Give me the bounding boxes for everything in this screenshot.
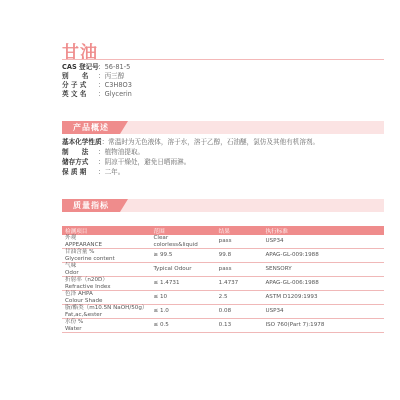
cell-item	[62, 263, 151, 277]
cell-item	[62, 291, 151, 305]
cell-standard: USP34	[262, 235, 384, 249]
overview-key: 基本化学性质	[62, 138, 102, 146]
cell-range: ≥ 99.5	[151, 249, 216, 263]
overview-properties	[62, 138, 319, 147]
cell-standard: ASTM D1209:1993	[262, 291, 384, 305]
info-sep: ：	[98, 72, 105, 80]
info-sep: ：	[98, 63, 105, 71]
cell-result: 2.5	[216, 291, 263, 305]
cell-range: ≤ 10	[151, 291, 216, 305]
cell-result: 1.4737	[216, 277, 263, 291]
overview-key: 保 质 期	[62, 168, 87, 176]
header-standard: 执行标准	[262, 226, 384, 235]
cell-item	[62, 235, 151, 249]
table-row	[62, 291, 384, 305]
cell-range: ≤ 1.4731	[151, 277, 216, 291]
section-header-quality	[62, 199, 384, 212]
overview-key: 储存方式	[62, 158, 89, 166]
section-label: 质量指标	[62, 199, 120, 212]
table-row	[62, 305, 384, 319]
info-value: 56-81-5	[104, 63, 131, 71]
overview-shelf-life	[62, 168, 124, 177]
cell-range: ≤ 0.5	[151, 319, 216, 333]
cell-result: 0.08	[216, 305, 263, 319]
section-notch	[120, 199, 128, 212]
item-cn: 脂/酯类（m10.5N NaOH/50g）	[65, 305, 148, 312]
overview-sep: ：	[98, 148, 105, 156]
item-cn: 外观	[65, 235, 77, 242]
overview-method	[62, 148, 144, 157]
table-row	[62, 249, 384, 263]
header-result: 结果	[216, 226, 263, 235]
info-english-name	[62, 90, 132, 99]
info-key: CAS 登记号	[62, 63, 99, 71]
page-title: 甘油	[62, 43, 98, 63]
cell-standard: APAG-GL-009:1988	[262, 249, 384, 263]
cell-standard: SENSORY	[262, 263, 384, 277]
cell-item	[62, 277, 151, 291]
cell-item	[62, 249, 151, 263]
table-row	[62, 319, 384, 333]
overview-value: 植物油提取。	[104, 148, 145, 156]
info-value: Glycerin	[104, 90, 132, 98]
item-en: Glycerine content	[65, 255, 115, 262]
overview-key: 制 法	[62, 148, 89, 156]
cell-result: pass	[216, 235, 263, 249]
info-key: 别 名	[62, 72, 89, 80]
table-row	[62, 277, 384, 291]
cell-range: ≤ 1.0	[151, 305, 216, 319]
section-label: 产品概述	[62, 121, 120, 134]
cell-standard: ISO 760(Part 7):1978	[262, 319, 384, 333]
info-alias	[62, 72, 124, 81]
cell-standard: APAG-GL-006:1988	[262, 277, 384, 291]
overview-sep: ：	[98, 158, 105, 166]
info-key: 英 文 名	[62, 90, 87, 98]
item-cn: 色泽 AHPA	[65, 291, 93, 298]
item-en: Refractive Index	[65, 283, 111, 290]
item-en: Fat,ac,&ester	[65, 311, 103, 318]
info-value: 丙三醇	[104, 72, 125, 80]
section-notch	[120, 121, 128, 134]
item-cn: 水份 %	[65, 319, 84, 326]
cell-result: 99.8	[216, 249, 263, 263]
cell-result: 0.13	[216, 319, 263, 333]
header-item: 检测项目	[62, 226, 151, 235]
info-sep: ：	[98, 90, 105, 98]
overview-value: 阴凉干燥处，避免日晒雨淋。	[104, 158, 191, 166]
info-formula	[62, 81, 132, 90]
overview-value: 常温时为无色液体，溶于水，溶于乙醇，石油醚，氯仿及其他有机溶剂。	[108, 138, 320, 146]
item-en: Colour Shade	[65, 297, 103, 304]
item-en: Odor	[65, 269, 79, 276]
overview-value: 二年。	[104, 168, 125, 176]
item-cn: 折射率（n20D）	[65, 277, 108, 284]
info-sep: ：	[98, 81, 105, 89]
item-cn: 甘油含量 %	[65, 249, 95, 256]
overview-sep: ：	[98, 168, 105, 176]
cell-range: Clear colorless&liquid	[151, 235, 216, 249]
cell-standard: USP34	[262, 305, 384, 319]
table-row	[62, 235, 384, 249]
header-range: 范围	[151, 226, 216, 235]
overview-storage	[62, 158, 190, 167]
overview-sep: ：	[101, 138, 109, 146]
cell-item	[62, 305, 151, 319]
title-divider	[62, 59, 384, 60]
quality-spec-table	[62, 226, 384, 333]
cell-item	[62, 319, 151, 333]
cell-range: Typical Odour	[151, 263, 216, 277]
item-en: APPEARANCE	[65, 241, 103, 248]
info-cas	[62, 63, 130, 72]
table-row	[62, 263, 384, 277]
item-cn: 气味	[65, 263, 77, 270]
cell-result: pass	[216, 263, 263, 277]
info-value: C3H8O3	[104, 81, 132, 89]
item-en: Water	[65, 325, 82, 332]
table-header-row	[62, 226, 384, 235]
section-header-overview	[62, 121, 384, 134]
info-key: 分 子 式	[62, 81, 87, 89]
